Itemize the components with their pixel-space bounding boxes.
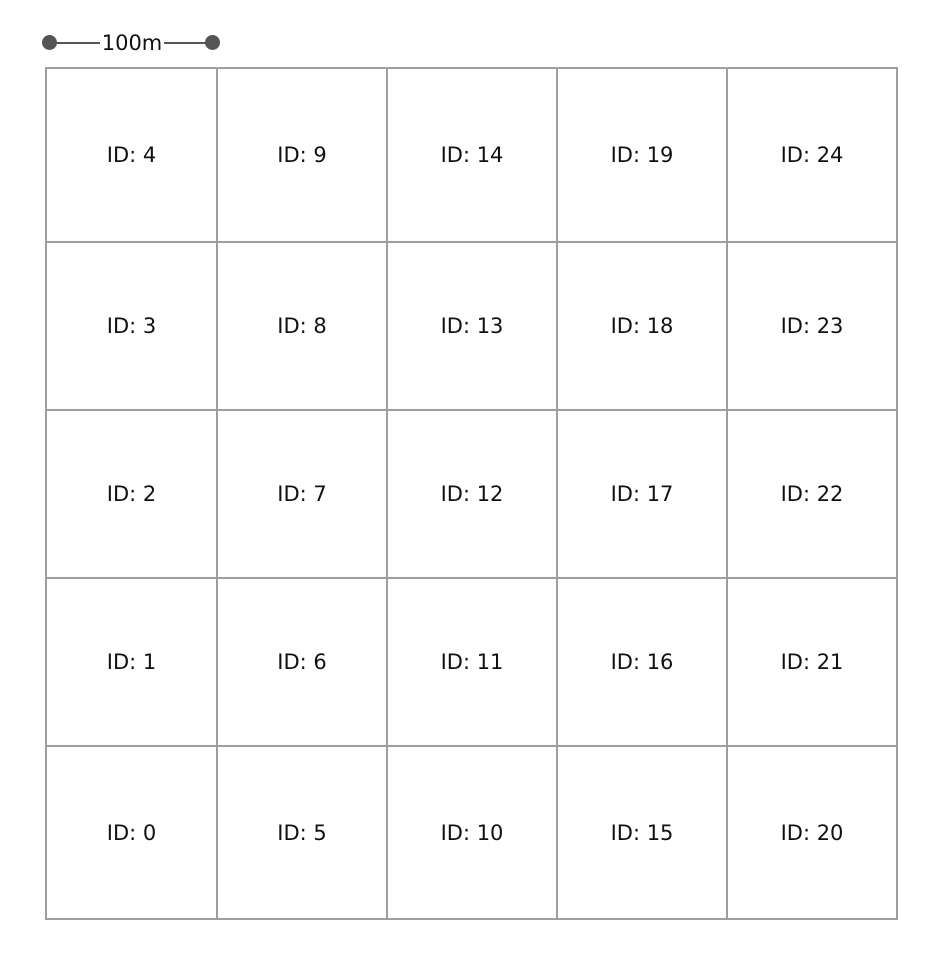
cell-label: ID: 15 bbox=[610, 820, 674, 845]
scale-bar bbox=[42, 30, 222, 56]
cell-label: ID: 6 bbox=[277, 650, 327, 674]
scale-bar-line-left bbox=[50, 42, 100, 44]
grid-cell[interactable] bbox=[558, 69, 728, 243]
grid-cell[interactable] bbox=[728, 243, 898, 411]
grid-cell[interactable] bbox=[218, 69, 388, 243]
cell-label: ID: 17 bbox=[610, 482, 674, 506]
grid-cell[interactable] bbox=[388, 411, 558, 579]
cell-label: ID: 21 bbox=[780, 650, 844, 674]
grid-cell[interactable] bbox=[388, 747, 558, 920]
cell-label: ID: 4 bbox=[106, 143, 157, 167]
cell-label: ID: 10 bbox=[440, 820, 504, 845]
grid-cell[interactable] bbox=[47, 411, 218, 579]
cell-label: ID: 20 bbox=[780, 820, 844, 845]
cell-label: ID: 16 bbox=[610, 650, 674, 674]
grid-cell[interactable] bbox=[728, 579, 898, 747]
cell-label: ID: 7 bbox=[277, 482, 327, 506]
cell-label: ID: 9 bbox=[277, 143, 327, 167]
grid-cell[interactable] bbox=[388, 243, 558, 411]
cell-label: ID: 8 bbox=[277, 314, 327, 338]
cell-label: ID: 24 bbox=[780, 143, 844, 167]
cell-label: ID: 1 bbox=[106, 650, 157, 674]
grid-cell[interactable] bbox=[218, 411, 388, 579]
cell-label: ID: 2 bbox=[106, 482, 157, 506]
cell-label: ID: 19 bbox=[610, 143, 674, 167]
grid-cell[interactable] bbox=[558, 243, 728, 411]
grid-cell[interactable] bbox=[728, 411, 898, 579]
grid-cell[interactable] bbox=[558, 579, 728, 747]
scale-bar-line-right bbox=[164, 42, 208, 44]
cell-label: ID: 11 bbox=[440, 650, 504, 674]
grid-cell[interactable] bbox=[218, 243, 388, 411]
scale-bar-end-dot bbox=[205, 35, 220, 50]
cell-label: ID: 13 bbox=[440, 314, 504, 338]
cell-label: ID: 0 bbox=[106, 820, 157, 845]
grid-cell[interactable] bbox=[728, 747, 898, 920]
grid-cell[interactable] bbox=[388, 579, 558, 747]
scale-bar-label: 100m bbox=[101, 31, 163, 55]
cell-label: ID: 5 bbox=[277, 820, 327, 845]
grid-cell[interactable] bbox=[47, 579, 218, 747]
grid-cell[interactable] bbox=[47, 69, 218, 243]
cell-label: ID: 22 bbox=[780, 482, 844, 506]
cell-label: ID: 3 bbox=[106, 314, 157, 338]
grid-cell[interactable] bbox=[558, 747, 728, 920]
cell-label: ID: 23 bbox=[780, 314, 844, 338]
cell-label: ID: 18 bbox=[610, 314, 674, 338]
cell-label: ID: 12 bbox=[440, 482, 504, 506]
cell-label: ID: 14 bbox=[440, 143, 504, 167]
map-grid bbox=[45, 67, 898, 920]
grid-cell[interactable] bbox=[728, 69, 898, 243]
grid-cell[interactable] bbox=[47, 747, 218, 920]
grid-cell[interactable] bbox=[558, 411, 728, 579]
grid-cell[interactable] bbox=[47, 243, 218, 411]
grid-cell[interactable] bbox=[218, 747, 388, 920]
grid-cell[interactable] bbox=[388, 69, 558, 243]
grid-cell[interactable] bbox=[218, 579, 388, 747]
